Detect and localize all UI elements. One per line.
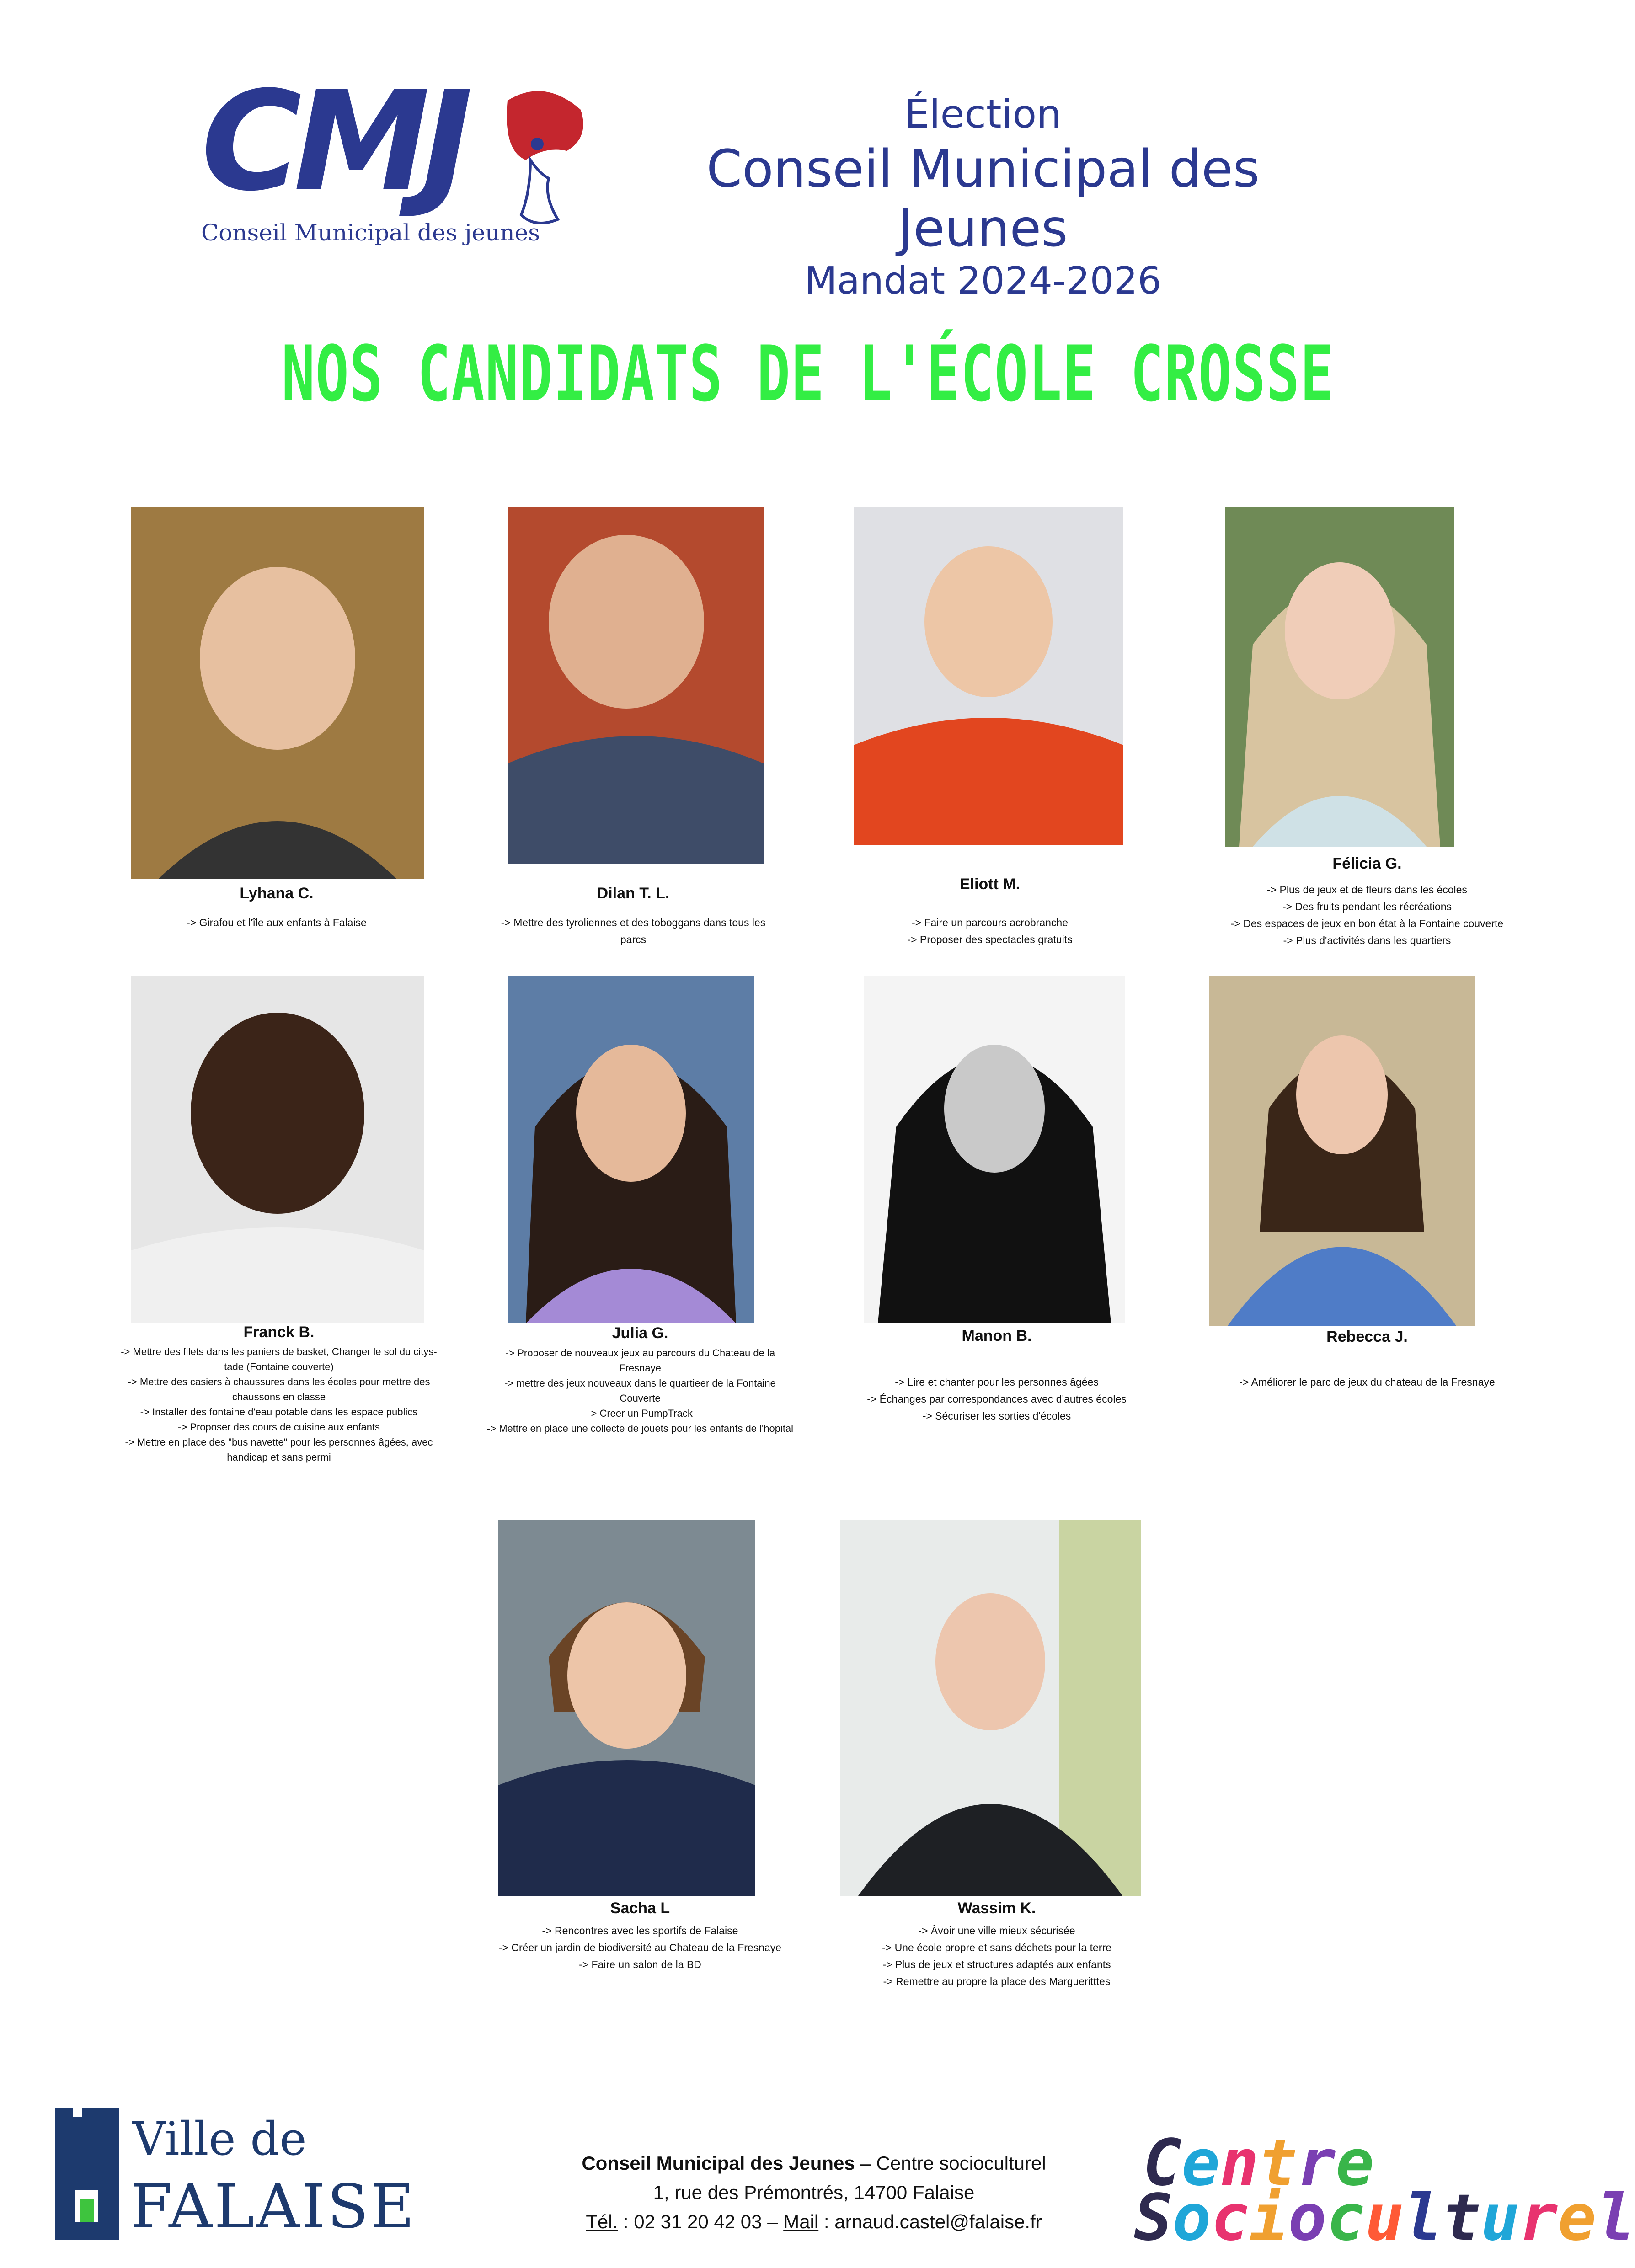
candidate-card	[466, 1520, 814, 2023]
portrait-placeholder-icon	[864, 976, 1125, 1323]
election-label: Élection	[904, 91, 1062, 137]
candidate-ideas	[466, 1922, 814, 1973]
idea-item: -> Creer un PumpTrack	[588, 1408, 693, 1419]
idea-item: -> Faire un parcours acrobranche	[912, 917, 1068, 929]
council-name: Conseil Municipal des Jeunes	[706, 139, 1260, 258]
candidate-name: Dilan T. L.	[597, 885, 670, 902]
candidate-ideas	[485, 1345, 796, 1436]
ville-de-falaise-logo	[55, 2103, 466, 2240]
candidate-card	[823, 507, 1157, 987]
portrait-placeholder-icon	[1225, 507, 1454, 847]
portrait-placeholder-icon	[1209, 976, 1475, 1326]
portrait-placeholder-icon	[131, 507, 424, 879]
portrait-placeholder-icon	[131, 976, 424, 1323]
idea-item: -> Améliorer le parc de jeux du chateau de la Fresnaye	[1239, 1376, 1495, 1388]
tel-value: : 02 31 20 42 03 –	[618, 2211, 784, 2232]
candidate-ideas	[823, 1374, 1170, 1425]
idea-item: -> Rencontres avec les sportifs de Falaise	[542, 1925, 738, 1937]
org-rest: – Centre socioculturel	[855, 2152, 1046, 2174]
candidate-ideas	[1189, 1374, 1545, 1391]
candidate-card	[105, 976, 453, 1479]
socioculturel-word: Socioculturel	[1134, 2181, 1635, 2255]
candidate-name: Félicia G.	[1332, 855, 1402, 872]
candidate-card	[110, 507, 443, 987]
portrait-placeholder-icon	[508, 507, 764, 864]
org-name: Conseil Municipal des Jeunes	[582, 2152, 855, 2174]
cmj-logo-subtitle: Conseil Municipal des jeunes	[201, 219, 540, 246]
candidate-photo	[864, 976, 1125, 1323]
candidate-ideas	[823, 1922, 1170, 1990]
candidate-photo	[840, 1520, 1141, 1896]
contact-org-line	[517, 2149, 1111, 2178]
idea-item: -> Mettre des casiers à chaussures dans les écoles pour mettre des chaussons en classe	[128, 1376, 430, 1403]
tel-label: Tél.	[586, 2211, 618, 2232]
idea-item: -> Mettre des tyroliennes et des toboggans dans tous les parcs	[501, 917, 766, 945]
falaise-label: FALAISE	[130, 2172, 417, 2242]
candidate-photo	[131, 976, 424, 1323]
contact-info	[517, 2149, 1111, 2236]
candidate-photo	[1209, 976, 1475, 1326]
candidate-card	[1189, 976, 1545, 1479]
candidate-photo	[1225, 507, 1454, 847]
idea-item: -> Installer des fontaine d'eau potable dans les espace publics	[140, 1406, 418, 1418]
candidate-ideas	[110, 914, 443, 931]
idea-item: -> Âvoir une ville mieux sécurisée	[918, 1925, 1075, 1937]
idea-item: -> Créer un jardin de biodiversité au Chateau de la Fresnaye	[498, 1942, 782, 1953]
idea-item: -> Faire un salon de la BD	[579, 1958, 701, 1970]
portrait-placeholder-icon	[840, 1520, 1141, 1896]
candidate-ideas	[1189, 881, 1545, 949]
candidate-ideas	[105, 1344, 453, 1465]
ville-de-label: Ville de	[133, 2112, 307, 2166]
idea-item: -> Sécuriser les sorties d'écoles	[922, 1410, 1071, 1422]
contact-line	[517, 2207, 1111, 2236]
candidate-card	[1189, 507, 1545, 987]
election-heading	[677, 89, 1289, 304]
idea-item: -> Girafou et l'île aux enfants à Falaise	[187, 917, 367, 929]
idea-item: -> Des espaces de jeux en bon état à la Fontaine couverte	[1230, 918, 1504, 929]
idea-item: -> Lire et chanter pour les personnes âgées	[895, 1376, 1099, 1388]
portrait-placeholder-icon	[854, 507, 1123, 845]
candidate-name: Julia G.	[612, 1324, 668, 1342]
idea-item: -> mettre des jeux nouveaux dans le quartieer de la Fontaine Couverte	[504, 1377, 776, 1404]
idea-item: -> Plus de jeux et de fleurs dans les écoles	[1267, 884, 1467, 896]
idea-item: -> Mettre en place une collecte de jouets pour les enfants de l'hopital	[486, 1423, 794, 1434]
page-title: NOS CANDIDATS DE L'ÉCOLE CROSSE	[281, 329, 1334, 419]
candidate-photo	[131, 507, 424, 879]
candidate-ideas	[494, 914, 773, 948]
cmj-logo-letters: CMJ	[201, 62, 465, 221]
candidate-photo	[854, 507, 1123, 845]
mandate-label: Mandat 2024-2026	[804, 259, 1162, 303]
candidate-card	[823, 976, 1170, 1479]
mail-value[interactable]: : arnaud.castel@falaise.fr	[818, 2211, 1042, 2232]
idea-item: -> Proposer de nouveaux jeux au parcours du Chateau de la Fresnaye	[505, 1347, 775, 1374]
marianne-head-icon	[489, 82, 590, 233]
cmj-logo	[197, 62, 590, 256]
idea-item: -> Plus d'activités dans les quartiers	[1283, 934, 1451, 946]
idea-item: -> Mettre des filets dans les paniers de basket, Changer le sol du citys-tade (Fontaine couverte)	[121, 1346, 437, 1372]
candidate-card	[466, 976, 814, 1479]
candidate-card	[823, 1520, 1170, 2023]
candidate-card	[466, 507, 800, 987]
idea-item: -> Mettre en place des "bus navette" pour les personnes âgées, avec handicap et sans permi	[125, 1436, 433, 1463]
candidate-photo	[508, 976, 754, 1323]
portrait-placeholder-icon	[508, 976, 754, 1323]
candidate-photo	[498, 1520, 755, 1896]
mail-label: Mail	[783, 2211, 819, 2232]
candidate-name: Lyhana C.	[240, 885, 314, 902]
centre-word: Centre	[1143, 2126, 1374, 2200]
candidate-name: Manon B.	[962, 1327, 1032, 1345]
candidate-name: Franck B.	[243, 1323, 315, 1341]
portrait-placeholder-icon	[498, 1520, 755, 1896]
idea-item: -> Proposer des spectacles gratuits	[907, 934, 1073, 945]
idea-item: -> Plus de jeux et structures adaptés aux enfants	[882, 1958, 1111, 1970]
candidate-name: Wassim K.	[957, 1900, 1036, 1917]
idea-item: -> Remettre au propre la place des Margueritttes	[883, 1975, 1111, 1987]
castle-tower-icon	[55, 2108, 119, 2240]
centre-socioculturel-logo	[1134, 2126, 1635, 2255]
candidate-photo	[508, 507, 764, 864]
idea-item: -> Échanges par correspondances avec d'autres écoles	[867, 1393, 1127, 1405]
idea-item: -> Une école propre et sans déchets pour la terre	[882, 1942, 1111, 1953]
candidate-name: Rebecca J.	[1326, 1328, 1408, 1345]
candidate-ideas	[823, 914, 1157, 948]
idea-item: -> Des fruits pendant les récréations	[1282, 901, 1452, 913]
contact-address: 1, rue des Prémontrés, 14700 Falaise	[653, 2182, 975, 2203]
candidate-name: Sacha L	[610, 1900, 670, 1917]
idea-item: -> Proposer des cours de cuisine aux enfants	[177, 1421, 380, 1433]
candidate-name: Eliott M.	[959, 875, 1021, 893]
